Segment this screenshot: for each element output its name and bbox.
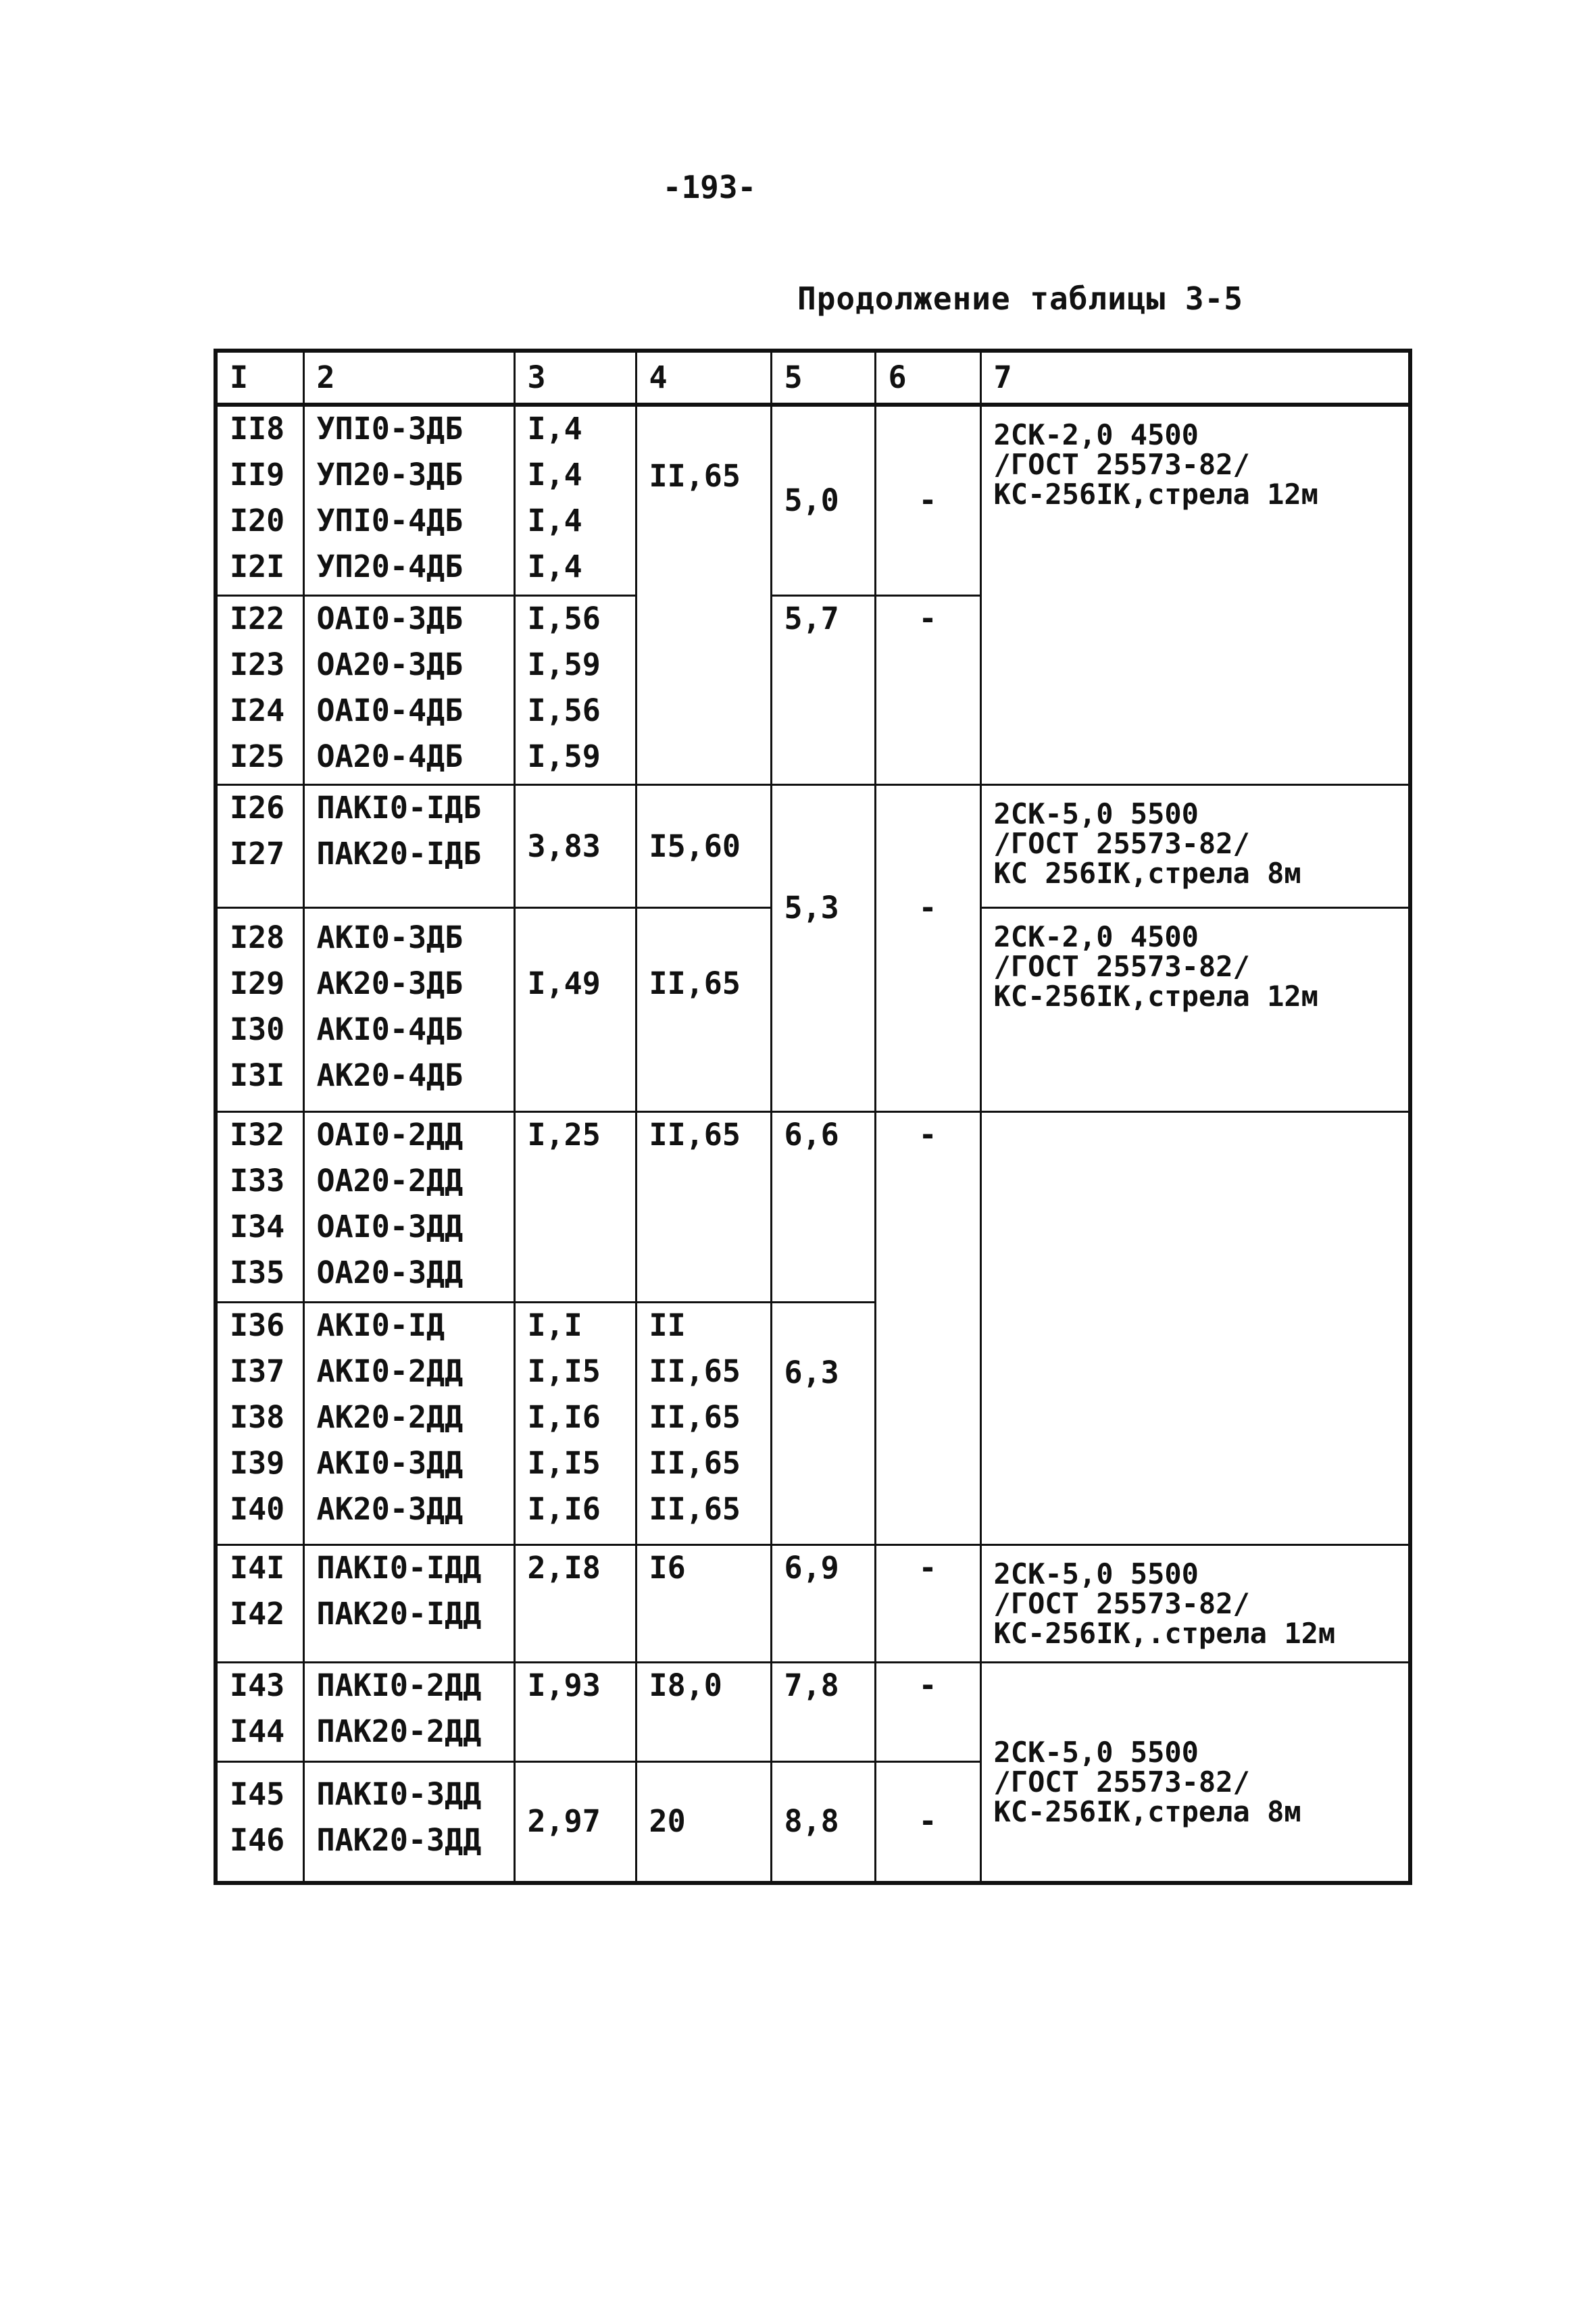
model-name: ОА20-3ДД [316,1255,464,1291]
model-name: ОАI0-4ДБ [316,692,464,728]
col5-cell [771,1545,875,1663]
row-number: I45 [230,1776,285,1812]
note-line: /ГОСТ 25573-82/ [993,1587,1250,1621]
row-number: I28 [230,920,285,956]
col6-value: - [918,1117,937,1153]
model-name: ОА20-2ДД [316,1163,464,1199]
row-number: I29 [230,965,285,1002]
col6-cell [875,1545,980,1663]
col6-value: - [918,1550,937,1586]
model-names-cell [303,1112,514,1303]
note-cell [980,1545,1410,1663]
row-number: I36 [230,1307,285,1343]
col3-cell [514,1302,636,1544]
model-names-cell [303,595,514,785]
note-line: КС-256IК,.стрела 12м [993,1617,1336,1651]
model-name: ПАК20-IДБ [316,836,482,872]
spec-table [214,349,1412,1885]
model-name: ОА20-4ДБ [316,738,464,774]
model-name: АКI0-4ДБ [316,1011,464,1048]
row-number: I23 [230,646,285,682]
note-cell [980,785,1410,908]
row-number: I24 [230,692,285,728]
row-number: I3I [230,1057,285,1094]
col3-cell [514,1112,636,1303]
row-number: I33 [230,1163,285,1199]
col3-value: I,I6 [527,1399,601,1435]
model-name: АК20-2ДД [316,1399,464,1435]
model-name: АКI0-3ДД [316,1444,464,1481]
model-name: АКI0-3ДБ [316,920,464,956]
model-names-cell [303,405,514,595]
col5-value: 6,9 [784,1550,839,1586]
row-number: I43 [230,1667,285,1703]
row-number: I44 [230,1713,285,1749]
row-numbers-cell [216,1545,303,1663]
col4-value: I6 [649,1550,686,1586]
col3-cell [514,1545,636,1663]
table-caption: Продолжение таблицы 3-5 [797,280,1243,317]
col3-cell [514,595,636,785]
col4-cell [636,1545,771,1663]
col6-cell [875,785,980,1112]
note-cell [980,405,1410,785]
row-number: I27 [230,836,285,872]
row-number: I32 [230,1117,285,1153]
col4-cell [636,405,771,785]
col6-cell [875,595,980,785]
row-numbers-cell [216,785,303,908]
col3-value: I,I6 [527,1490,601,1527]
col6-value: - [918,889,937,926]
col3-value: I,59 [527,738,601,774]
col3-value: I,25 [527,1117,601,1153]
col3-cell [514,1662,636,1761]
row-numbers-cell [216,1761,303,1883]
model-name: ОАI0-3ДД [316,1209,464,1245]
col5-cell [771,595,875,785]
col4-cell [636,1302,771,1544]
col3-cell [514,405,636,595]
model-name: АК20-3ДБ [316,965,464,1002]
note-line: /ГОСТ 25573-82/ [993,1765,1250,1799]
model-name: ПАК20-IДД [316,1596,482,1632]
col3-value: I,49 [527,965,601,1002]
note-line: 2СК-5,0 5500 [993,797,1199,831]
col6-cell [875,405,980,595]
col4-value: II,65 [649,1353,741,1389]
row-numbers-cell [216,405,303,595]
note-line: КС-256IК,стрела 8м [993,1794,1301,1828]
col3-value: I,4 [527,503,582,538]
col6-value: - [918,1667,937,1703]
note-line: 2СК-2,0 4500 [993,418,1199,451]
header-cell: 6 [875,351,980,405]
model-name: АКI0-IД [316,1307,445,1343]
col6-value: - [918,482,937,518]
row-numbers-cell [216,1112,303,1303]
col5-value: 6,3 [784,1354,839,1390]
col4-cell [636,908,771,1112]
col6-value: - [918,1803,937,1840]
model-name: ПАКI0-IДБ [316,790,482,826]
col4-value: I5,60 [649,828,741,864]
col3-value: I,I5 [527,1444,601,1481]
model-names-cell [303,1302,514,1544]
header-cell: 5 [771,351,875,405]
col5-value: 5,0 [784,482,839,518]
note-line: /ГОСТ 25573-82/ [993,827,1250,861]
col3-value: 3,83 [527,828,601,864]
note-line: 2СК-2,0 4500 [993,920,1199,954]
row-number: I38 [230,1399,285,1435]
model-name: ОА20-3ДБ [316,646,464,682]
col6-cell [875,1112,980,1545]
header-cell: I [216,351,303,405]
col3-value: I,4 [527,457,582,493]
model-name: АК20-3ДД [316,1490,464,1527]
col5-cell [771,1302,875,1544]
col3-cell [514,908,636,1112]
row-number: I40 [230,1490,285,1527]
row-number: I42 [230,1596,285,1632]
row-number: I34 [230,1209,285,1245]
table-row [216,1112,1410,1303]
note-line: КС 256IК,стрела 8м [993,857,1301,890]
note-line: /ГОСТ 25573-82/ [993,950,1250,984]
col4-value: II,65 [649,458,741,494]
row-number: I20 [230,503,285,538]
row-numbers-cell [216,1662,303,1761]
col4-value: II,65 [649,1444,741,1481]
col6-cell [875,1761,980,1883]
col4-value: 20 [649,1803,686,1840]
col5-cell [771,1112,875,1303]
note-line: 2СК-5,0 5500 [993,1557,1199,1591]
model-names-cell [303,1545,514,1663]
col5-cell [771,405,875,595]
header-cell: 2 [303,351,514,405]
col3-value: 2,I8 [527,1550,601,1586]
row-number: I39 [230,1444,285,1481]
model-names-cell [303,1662,514,1761]
model-name: ПАКI0-3ДД [316,1776,482,1812]
col4-cell [636,1112,771,1303]
row-number: I22 [230,600,285,636]
model-name: ПАКI0-IДД [316,1550,482,1586]
model-name: ПАК20-3ДД [316,1821,482,1858]
model-names-cell [303,785,514,908]
col6-value: - [918,600,937,636]
note-line: /ГОСТ 25573-82/ [993,448,1250,481]
table-row [216,405,1410,595]
note-cell-empty [980,1112,1410,1545]
col5-value: 5,7 [784,600,839,636]
col3-value: I,4 [527,549,582,584]
col6-cell [875,1662,980,1761]
row-number: I2I [230,549,285,584]
col5-cell [771,1662,875,1761]
row-number: I35 [230,1255,285,1291]
row-number: II8 [230,411,285,447]
col3-value: I,56 [527,600,601,636]
page-number: -193- [662,169,757,205]
header-cell: 7 [980,351,1410,405]
table-row [216,785,1410,908]
col3-value: I,4 [527,411,582,447]
model-names-cell [303,1761,514,1883]
col5-value: 8,8 [784,1803,839,1840]
model-name: АКI0-2ДД [316,1353,464,1389]
model-name: УПI0-4ДБ [316,503,464,538]
col4-value: II,65 [649,1399,741,1435]
col5-value: 7,8 [784,1667,839,1703]
row-numbers-cell [216,908,303,1112]
model-name: УП20-4ДБ [316,549,464,584]
col4-cell [636,1761,771,1883]
col3-cell [514,1761,636,1883]
model-name: УПI0-3ДБ [316,411,464,447]
spec-table-wrap [214,349,1408,1885]
model-name: ОАI0-3ДБ [316,600,464,636]
col5-cell [771,1761,875,1883]
row-number: I4I [230,1550,285,1586]
col5-value: 6,6 [784,1117,839,1153]
col5-cell [771,785,875,1112]
row-number: I37 [230,1353,285,1389]
row-number: I26 [230,790,285,826]
col4-value: II [649,1307,686,1343]
note-cell [980,908,1410,1112]
col5-value: 5,3 [784,889,839,926]
col4-value: II,65 [649,1117,741,1153]
header-cell: 3 [514,351,636,405]
row-number: II9 [230,457,285,493]
row-number: I46 [230,1821,285,1858]
table-row [216,1662,1410,1761]
model-name: АК20-4ДБ [316,1057,464,1094]
note-line: КС-256IК,стрела 12м [993,478,1318,511]
model-names-cell [303,908,514,1112]
model-name: ПАК20-2ДД [316,1713,482,1749]
col4-value: II,65 [649,1490,741,1527]
row-numbers-cell [216,595,303,785]
col4-cell [636,785,771,908]
col3-value: I,I5 [527,1353,601,1389]
model-name: ПАКI0-2ДД [316,1667,482,1703]
row-number: I30 [230,1011,285,1048]
row-numbers-cell [216,1302,303,1544]
note-line: 2СК-5,0 5500 [993,1735,1199,1769]
col3-value: I,93 [527,1667,601,1703]
table-row [216,1545,1410,1663]
note-line: КС-256IК,стрела 12м [993,980,1318,1013]
col4-cell [636,1662,771,1761]
model-name: УП20-3ДБ [316,457,464,493]
col3-value: I,56 [527,692,601,728]
model-name: ОАI0-2ДД [316,1117,464,1153]
note-cell [980,1662,1410,1883]
col3-value: I,I [527,1307,582,1343]
col4-value: I8,0 [649,1667,722,1703]
col4-value: II,65 [649,965,741,1002]
col3-value: I,59 [527,646,601,682]
row-number: I25 [230,738,285,774]
col3-value: 2,97 [527,1803,601,1840]
header-row [216,351,1410,405]
header-cell: 4 [636,351,771,405]
col3-cell [514,785,636,908]
